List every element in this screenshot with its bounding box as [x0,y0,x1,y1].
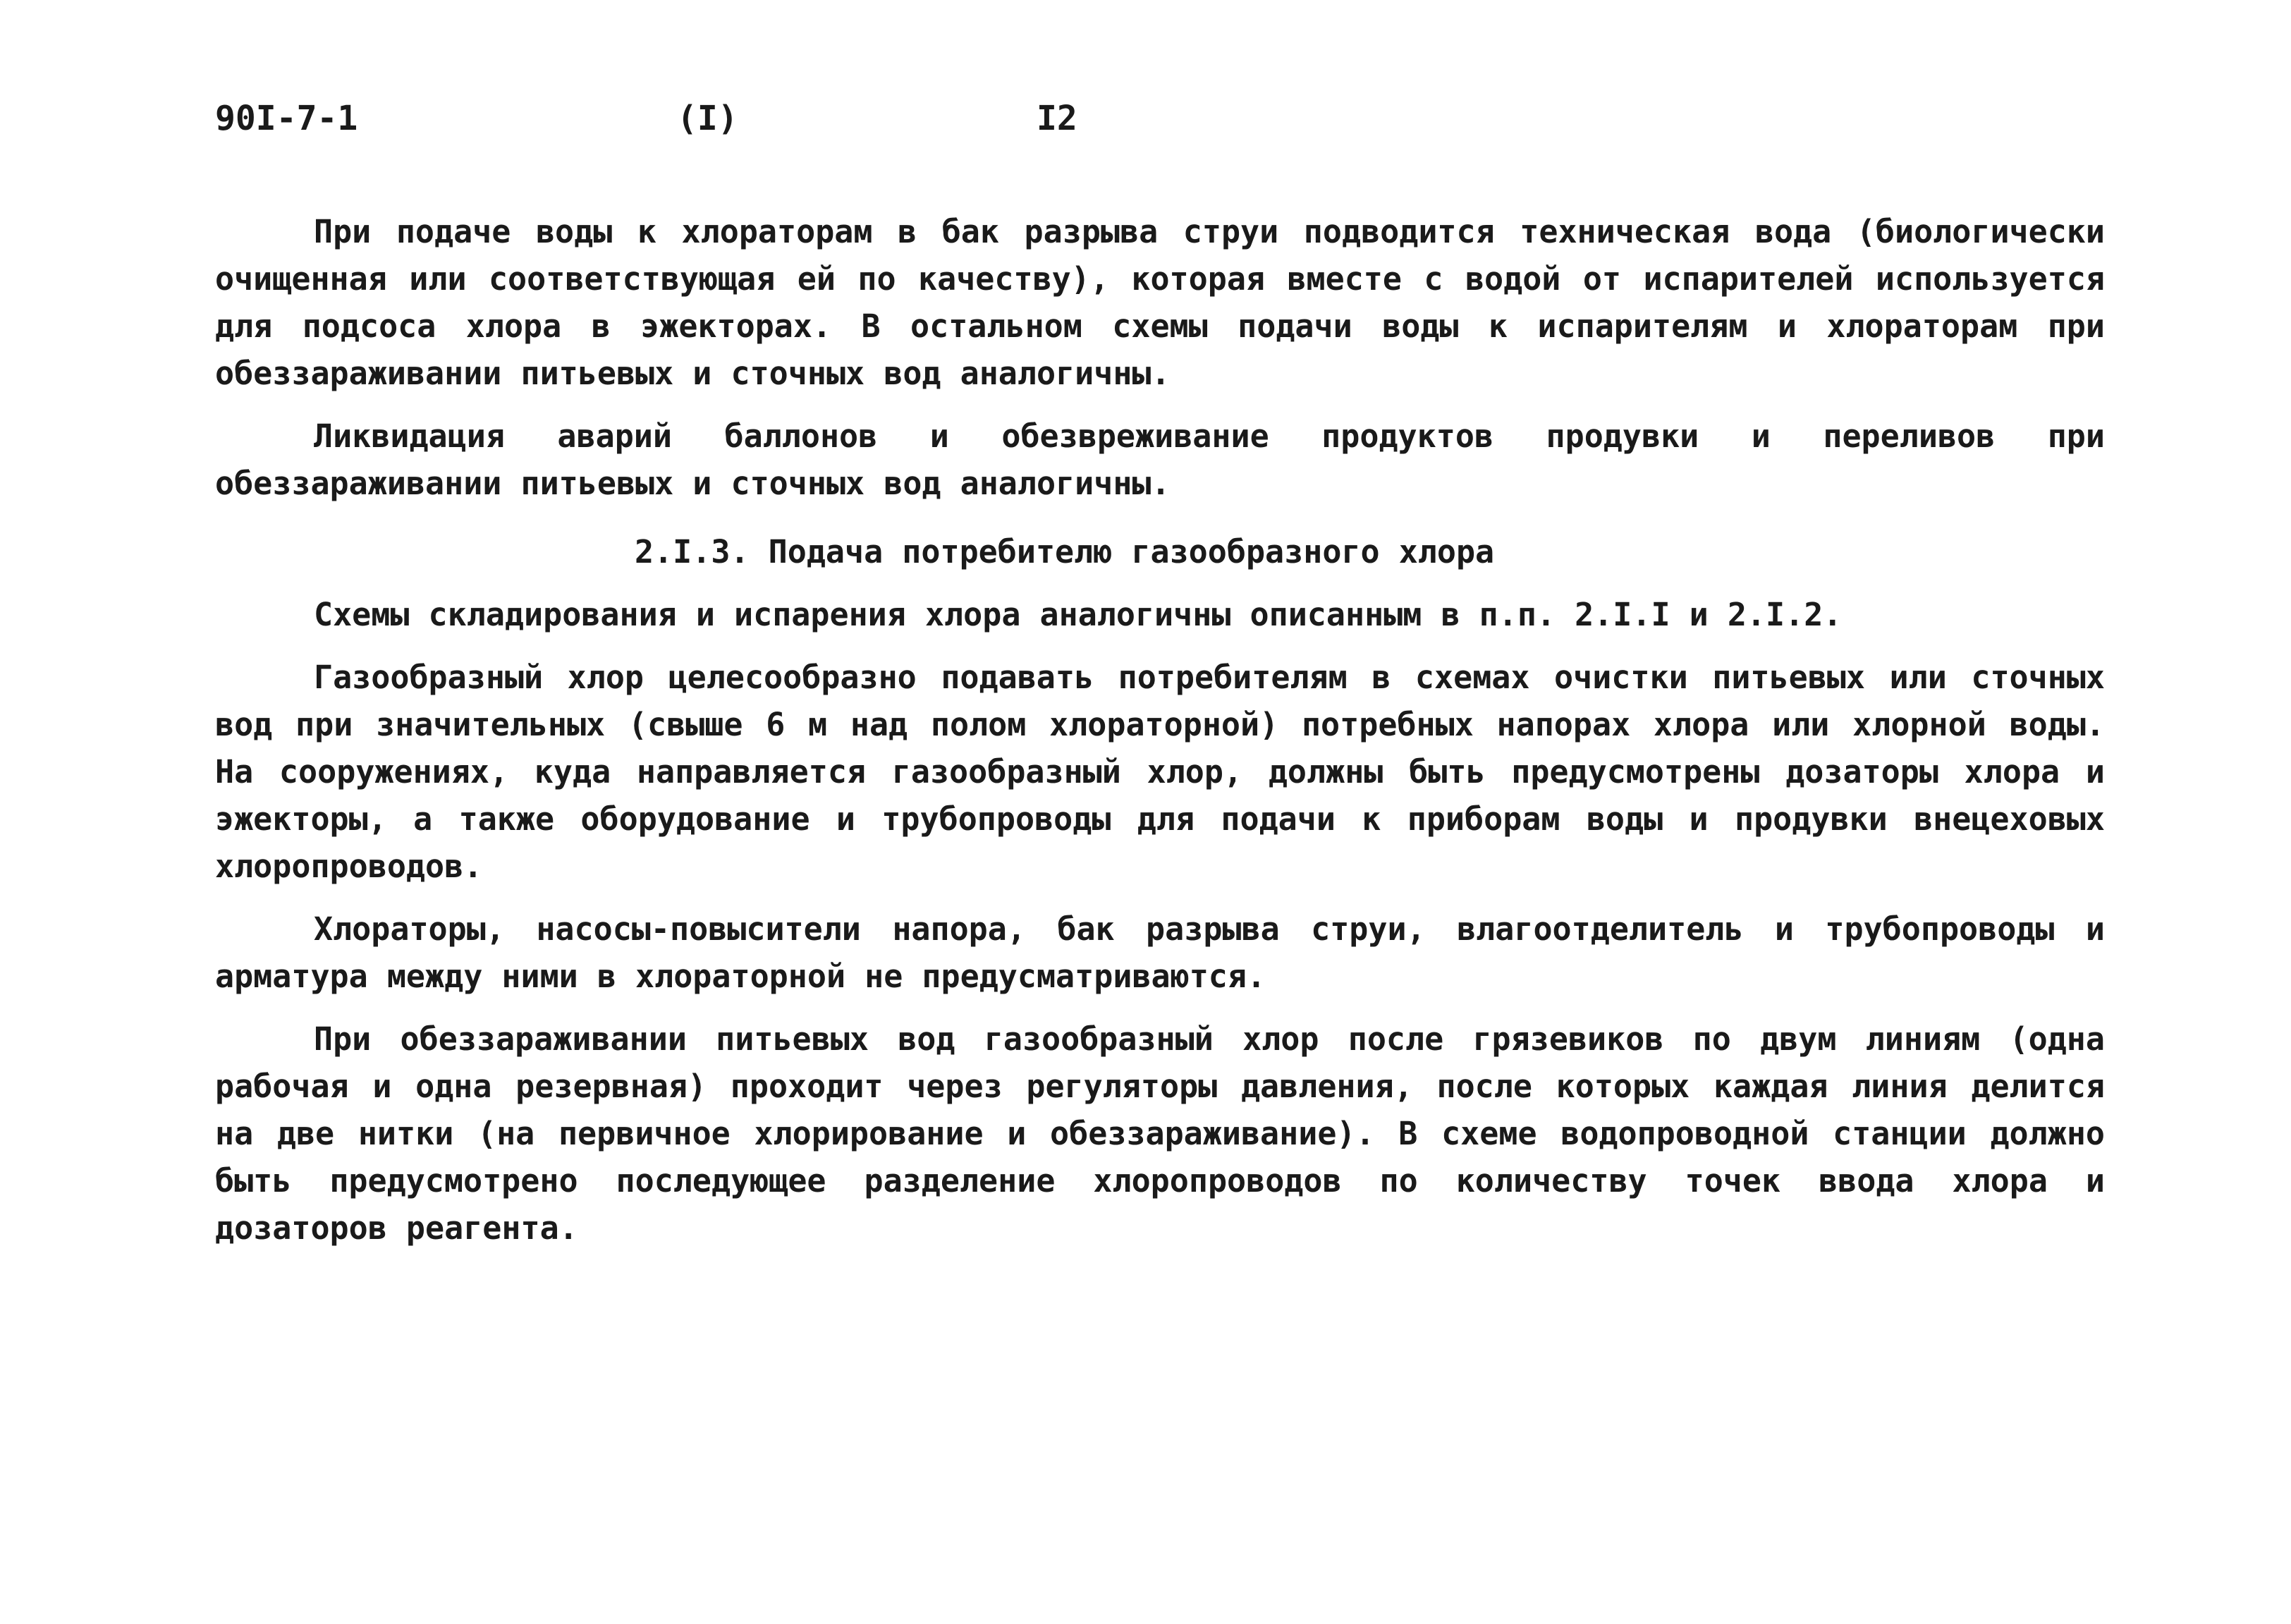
paragraph-gaseous-chlorine-supply: Газообразный хлор целесообразно подавать потребителям в схемах очистки питьевых или сточных вод при значительных (свыше 6 м над полом хлораторной) потребных напорах хлора или хлорной воды. На сооружениях, куда направляется газообразный хлор, должны быть предусмотрены дозаторы хлора и эжекторы, а также оборудование и трубопроводы для подачи к приборам воды и продувки внецеховых хлоропроводов. [215,659,2105,885]
part-number: (I) [677,99,738,138]
section-heading: 2.I.3. Подача потребителю газообразного хлора [635,533,1495,570]
paragraph-drinking-water-disinfection: При обеззараживании питьевых вод газообразный хлор после грязевиков по двум линиям (одна рабочая и одна резервная) проходит через регуляторы давления, после которых каждая линия делится на две нитки (на первичное хлорирование и обеззараживание). В схеме водопроводной станции должно быть предусмотрено последующее разделение хлоропроводов по количеству точек ввода хлора и дозаторов реагента. [215,1020,2105,1247]
paragraph-excluded-equipment: Хлораторы, насосы-повысители напора, бак разрыва струи, влагоотделитель и трубопроводы и арматура между ними в хлораторной не предусматриваются. [215,910,2105,995]
paragraph-accident-liquidation: Ликвидация аварий баллонов и обезвреживание продуктов продувки и переливов при обеззараживании питьевых и сточных вод аналогичны. [215,417,2105,502]
document-body [215,208,2105,1267]
page-number: I2 [1037,99,1077,138]
paragraph-storage-schemes: Схемы складирования и испарения хлора аналогичны описанным в п.п. 2.I.I и 2.I.2. [314,596,1843,633]
page-header [215,99,1132,148]
document-code: 90I-7-1 [215,99,358,138]
paragraph-water-supply: При подаче воды к хлораторам в бак разрыва струи подводится техническая вода (биологически очищенная или соответствующая ей по качеству), которая вместе с водой от испарителей используется для подсоса хлора в эжекторах. В остальном схемы подачи воды к испарителям и хлораторам при обеззараживании питьевых и сточных вод аналогичны. [215,213,2105,392]
